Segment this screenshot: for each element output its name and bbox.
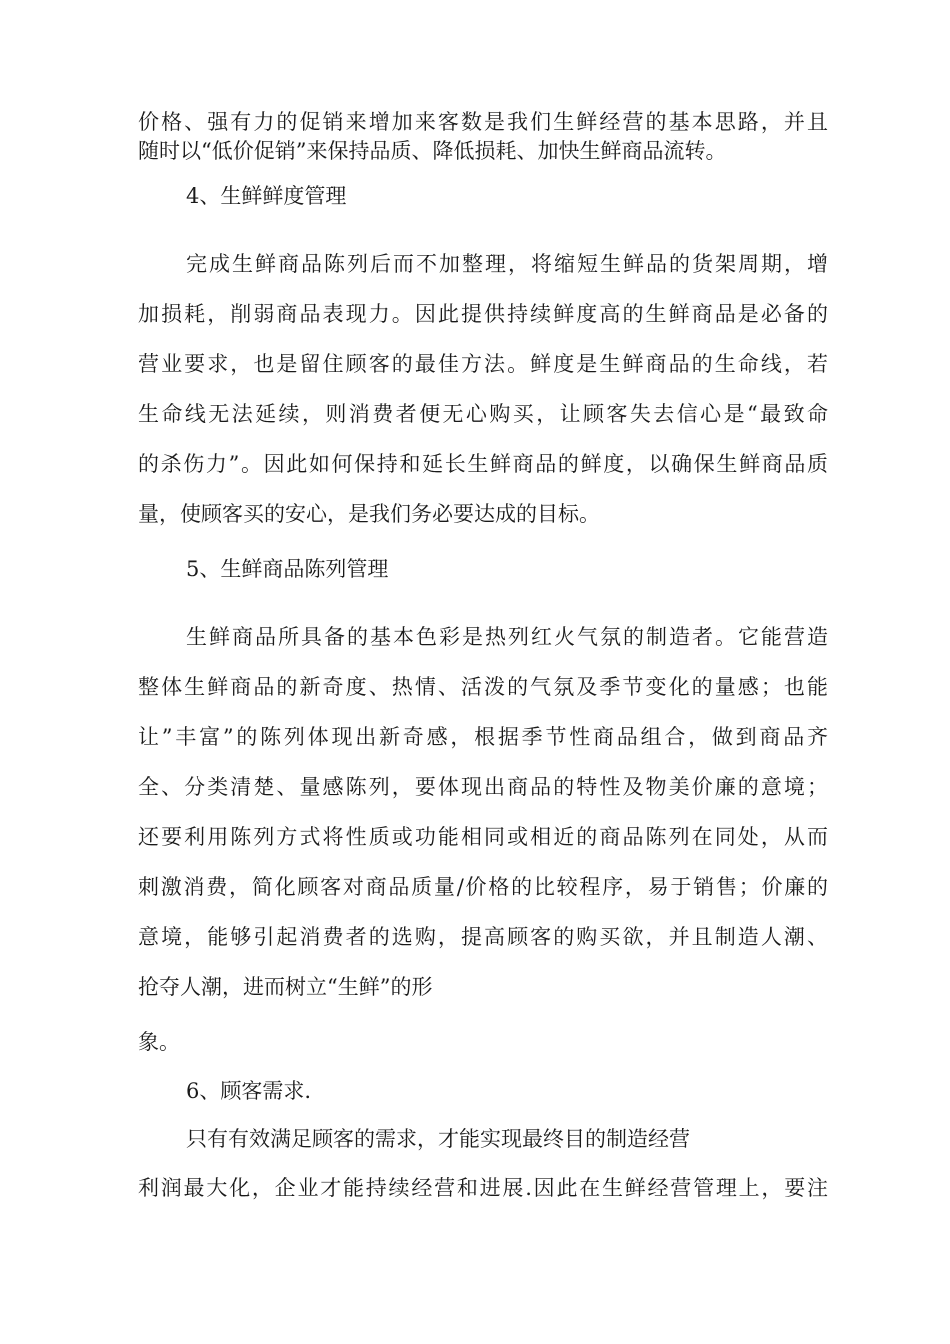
paragraph-line: 全、分类清楚、量感陈列，要体现出商品的特性及物美价廉的意境； [138, 775, 828, 799]
paragraph-line: 抢夺人潮，进而树立“生鲜”的形 [138, 975, 433, 999]
paragraph-line: 生鲜商品所具备的基本色彩是热列红火气氛的制造者。它能营造 [186, 625, 828, 649]
paragraph-line: 量，使顾客买的安心，是我们务必要达成的目标。 [138, 502, 600, 526]
paragraph-line: 只有有效满足顾客的需求，才能实现最终目的制造经营 [186, 1127, 690, 1151]
paragraph-line: 让”丰富”的陈列体现出新奇感，根据季节性商品组合，做到商品齐 [138, 725, 828, 749]
paragraph-line: 随时以“低价促销”来保持品质、降低损耗、加快生鲜商品流转。 [138, 139, 727, 163]
paragraph-line: 整体生鲜商品的新奇度、热情、活泼的气氛及季节变化的量感；也能 [138, 675, 828, 699]
section-heading: 6、顾客需求. [186, 1079, 312, 1103]
paragraph-line: 象。 [138, 1030, 180, 1054]
paragraph-line: 价格、强有力的促销来增加来客数是我们生鲜经营的基本思路，并且 [138, 110, 828, 134]
section-heading: 4、生鲜鲜度管理 [186, 184, 347, 208]
paragraph-line: 的杀伤力”。因此如何保持和延长生鲜商品的鲜度，以确保生鲜商品质 [138, 452, 828, 476]
paragraph-line: 刺激消费，简化顾客对商品质量/价格的比较程序，易于销售；价廉的 [138, 875, 828, 899]
paragraph-line: 利润最大化，企业才能持续经营和进展.因此在生鲜经营管理上，要注 [138, 1176, 828, 1200]
paragraph-line: 意境，能够引起消费者的选购，提高顾客的购买欲，并且制造人潮、 [138, 925, 828, 949]
paragraph-line: 还要利用陈列方式将性质或功能相同或相近的商品陈列在同处，从而 [138, 825, 828, 849]
paragraph-line: 生命线无法延续，则消费者便无心购买，让顾客失去信心是“最致命 [138, 402, 828, 426]
paragraph-line: 加损耗，削弱商品表现力。因此提供持续鲜度高的生鲜商品是必备的 [138, 302, 828, 326]
section-heading: 5、生鲜商品陈列管理 [186, 557, 389, 581]
paragraph-line: 完成生鲜商品陈列后而不加整理，将缩短生鲜品的货架周期，增 [186, 252, 828, 276]
paragraph-line: 营业要求，也是留住顾客的最佳方法。鲜度是生鲜商品的生命线，若 [138, 352, 828, 376]
